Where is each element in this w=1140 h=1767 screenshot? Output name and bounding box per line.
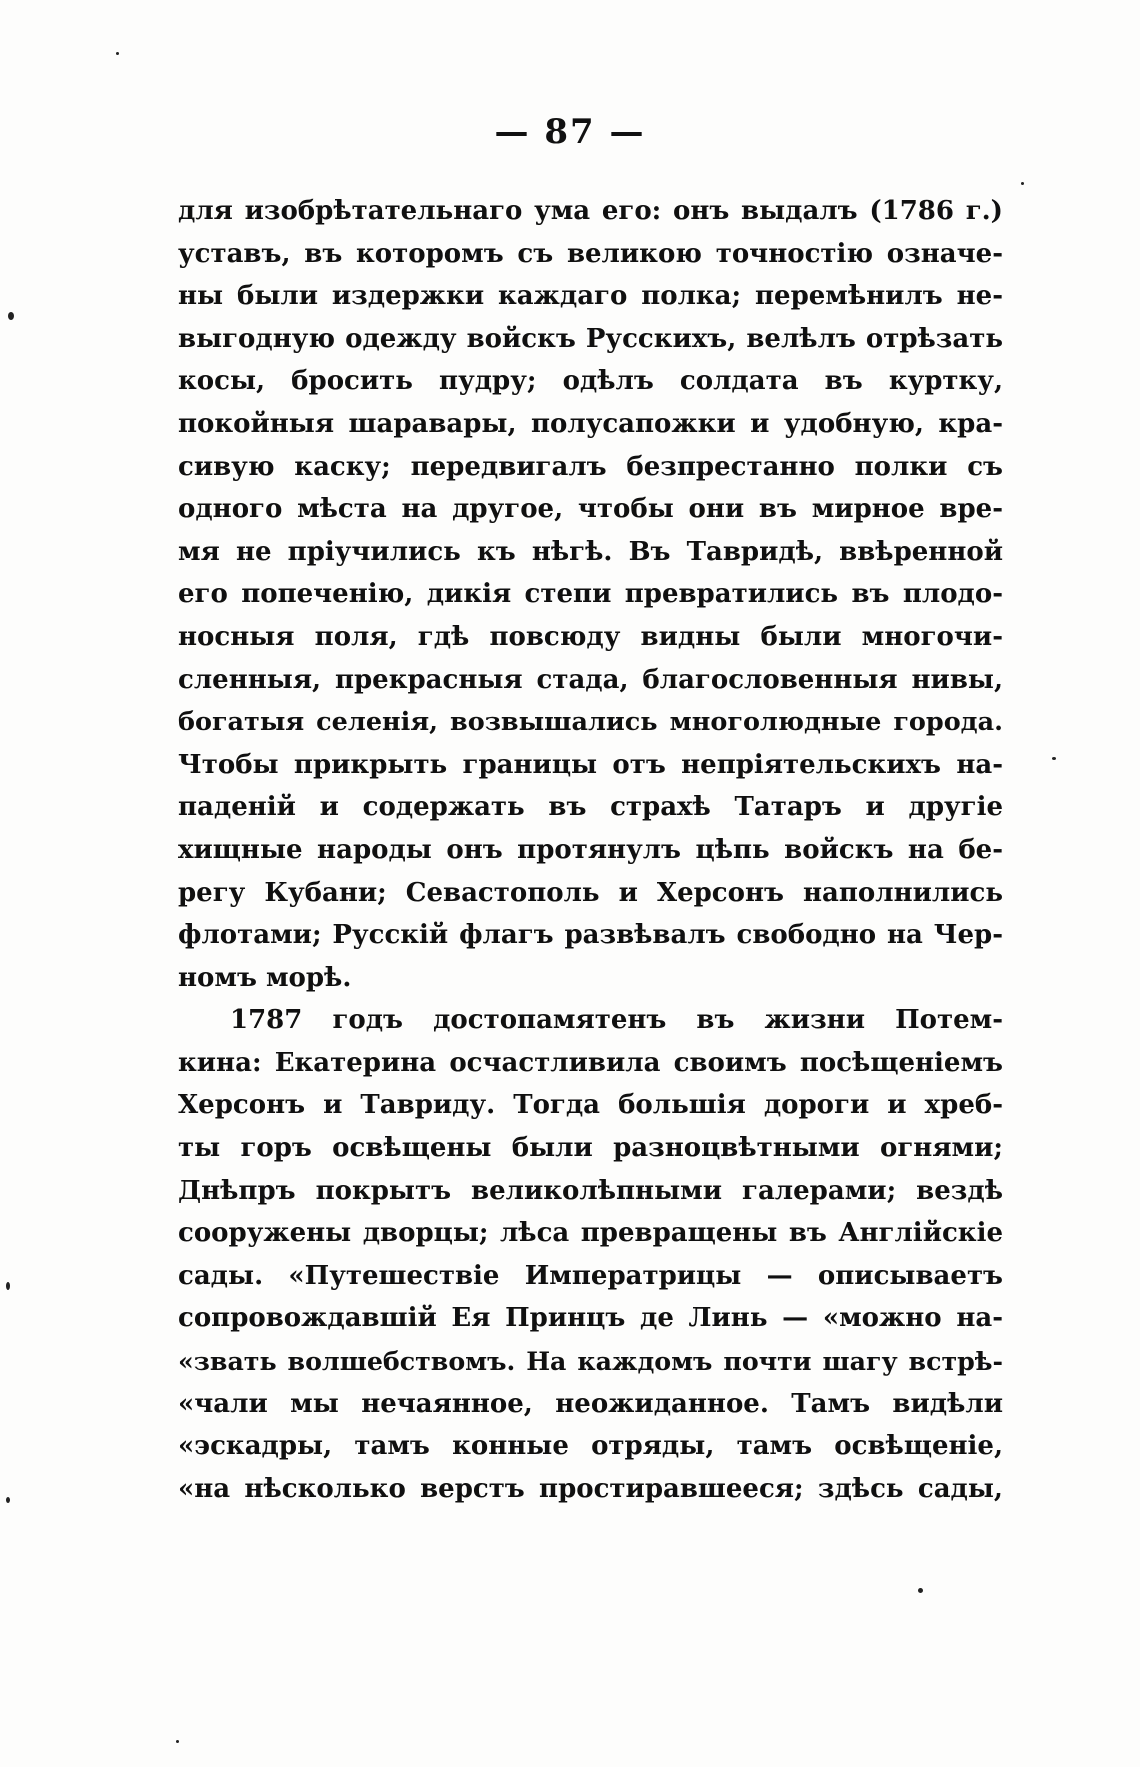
text-line: для изобрѣтательнаго ума его: онъ выдалъ (1786 г.): [178, 196, 1003, 226]
text-line: сивую каску; передвигалъ безпрестанно полки съ: [178, 451, 1003, 482]
scan-speck: [6, 1497, 10, 1503]
text-line: Херсонъ и Тавриду. Тогда большія дороги и хреб-: [178, 1090, 1003, 1121]
text-line: «на нѣсколько верстъ простиравшееся; здѣсь сады,: [178, 1473, 1003, 1504]
text-line: ны были издержки каждаго полка; перемѣнилъ не-: [178, 281, 1003, 312]
scan-speck: [1052, 757, 1056, 760]
text-line: кина: Екатерина осчастливила своимъ посѣщеніемъ: [178, 1047, 1003, 1078]
text-line: ты горъ освѣщены были разноцвѣтными огнями;: [178, 1133, 1003, 1164]
page-number: — 87 —: [494, 112, 646, 152]
text-line: паденій и содержать въ страхѣ Татаръ и другіе: [178, 792, 1003, 823]
text-line: «звать волшебствомъ. На каждомъ почти шагу встрѣ-: [178, 1346, 1003, 1377]
text-line: «эскадры, тамъ конные отряды, тамъ освѣщеніе,: [178, 1431, 1003, 1462]
body-text: [178, 190, 1003, 1510]
text-line: сопровождавшій Ея Принцъ де Линь — «можно на-: [178, 1303, 1003, 1334]
text-line: 1787 годъ достопамятенъ въ жизни Потем-: [230, 1005, 1003, 1036]
text-line: выгодную одежду войскъ Русскихъ, велѣлъ отрѣзать: [178, 323, 1003, 354]
text-line: носныя поля, гдѣ повсюду видны были многочи-: [178, 621, 1003, 652]
scan-speck: [918, 1588, 923, 1593]
text-line: косы, бросить пудру; одѣлъ солдата въ куртку,: [178, 366, 1003, 397]
text-line: сооружены дворцы; лѣса превращены въ Англійскіе: [178, 1218, 1003, 1249]
text-line: уставъ, въ которомъ съ великою точностію означе-: [178, 238, 1003, 269]
text-line: Чтобы прикрыть границы отъ непріятельскихъ на-: [178, 749, 1003, 780]
scan-speck: [116, 52, 119, 55]
scan-speck: [176, 1740, 179, 1743]
scan-speck: [1021, 182, 1024, 185]
text-line: сады. «Путешествіе Императрицы — описываетъ: [178, 1260, 1003, 1291]
text-line: его попеченію, дикія степи превратились въ плодо-: [178, 579, 1003, 610]
text-line: Днѣпръ покрытъ великолѣпными галерами; вездѣ: [178, 1175, 1003, 1206]
text-line: мя не пріучились къ нѣгѣ. Въ Тавридѣ, ввѣренной: [178, 536, 1003, 567]
text-line: богатыя селенія, возвышались многолюдные города.: [178, 707, 1003, 738]
text-line: флотами; Русскій флагъ развѣвалъ свободно на Чер-: [178, 920, 1003, 951]
text-line: номъ морѣ.: [178, 962, 352, 993]
text-line: сленныя, прекрасныя стада, благословенныя нивы,: [178, 664, 1003, 695]
text-line: покойныя шаравары, полусапожки и удобную, кра-: [178, 408, 1003, 439]
text-line: регу Кубани; Севастополь и Херсонъ наполнились: [178, 877, 1003, 908]
text-line: хищные народы онъ протянулъ цѣпь войскъ на бе-: [178, 834, 1003, 865]
text-line: «чали мы нечаянное, неожиданное. Тамъ видѣли: [178, 1388, 1003, 1419]
scan-speck: [6, 1282, 10, 1290]
text-line: одного мѣста на другое, чтобы они въ мирное вре-: [178, 494, 1003, 525]
scan-speck: [8, 312, 14, 320]
